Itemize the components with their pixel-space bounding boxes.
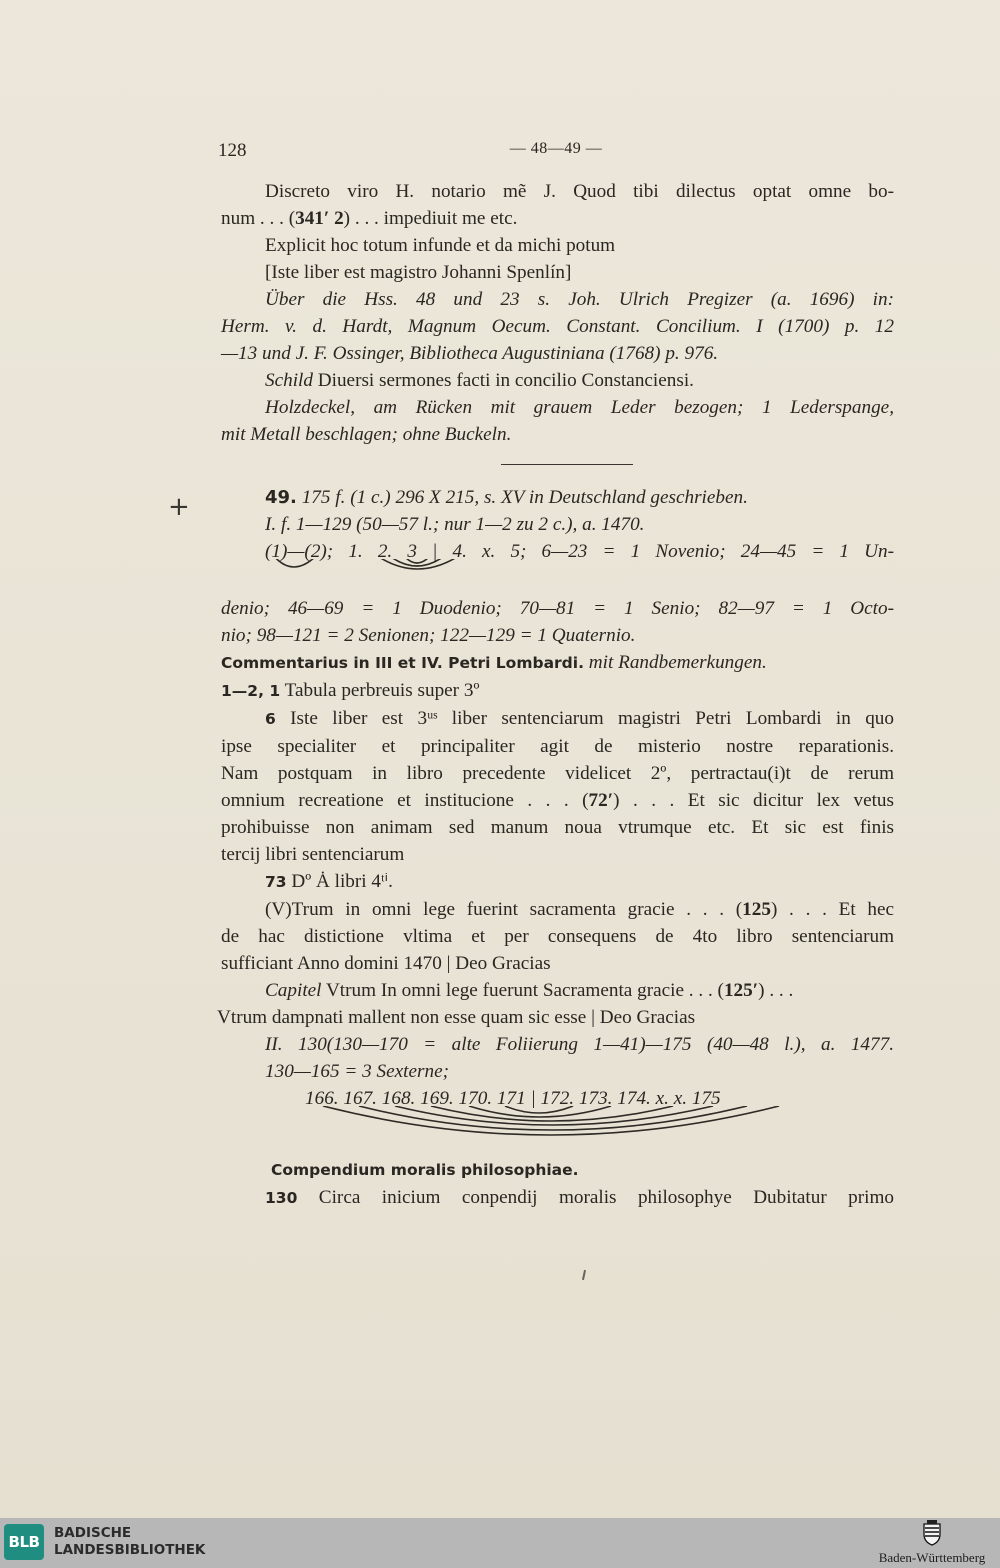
collation-line: 130—165 = 3 Sexterne;	[265, 1061, 449, 1082]
page-number: 128	[218, 140, 247, 161]
work-title: Commentarius in III et IV. Petri Lombardi. mit Randbemerkungen.	[221, 652, 767, 673]
collation-arcs	[221, 1112, 894, 1156]
body-text	[217, 178, 894, 1212]
text-line: Explicit hoc totum infunde et da michi potum	[265, 235, 616, 256]
text-line: II. 130(130—170 = alte Foliierung 1—41)—175 (40—48 l.), a. 1477.	[265, 1034, 894, 1055]
gathering-arcs-icon	[221, 1106, 821, 1158]
text-line: Holzdeckel, am Rücken mit grauem Leder bezogen; 1 Lederspange,	[265, 397, 894, 418]
text-line: Discreto viro H. notario mẽ J. Quod tibi dilectus optat omne bo-	[265, 181, 894, 202]
collation-arcs	[221, 565, 894, 595]
work-title: Compendium moralis philosophiae.	[271, 1161, 579, 1179]
manuscript-range: — 48—49 —	[509, 140, 603, 157]
gathering-arcs-icon	[221, 559, 521, 599]
text-line: num . . . (341′ 2) . . . impediuit me etc.	[221, 208, 518, 229]
text-line: sufficiant Anno domini 1470 | Deo Gracias	[221, 953, 551, 974]
crest-icon	[922, 1520, 942, 1546]
text-line: Herm. v. d. Hardt, Magnum Oecum. Constant. Concilium. I (1700) p. 12	[221, 316, 894, 337]
text-line: [Iste liber est magistro Johanni Spenlín]	[265, 262, 572, 283]
text-line: —13 und J. F. Ossinger, Bibliotheca Augustiniana (1768) p. 976.	[221, 343, 719, 364]
text-line: Vtrum dampnati mallent non esse quam sic esse | Deo Gracias	[217, 1007, 696, 1028]
collation-line: (1)—(2); 1. 2. 3 | 4. x. 5; 6—23 = 1 Novenio; 24—45 = 1 Un-	[265, 541, 894, 562]
state-name: Baden-Württemberg	[878, 1550, 986, 1565]
text-line: 130 Circa inicium conpendij moralis philosophye Dubitatur primo	[265, 1187, 894, 1208]
text-line: (V)Trum in omni lege fuerint sacramenta gracie . . . (125) . . . Et hec	[265, 899, 894, 920]
text-line: ipse specialiter et principaliter agit de misterio nostre reparationis.	[221, 736, 894, 757]
state-logo[interactable]	[868, 1520, 996, 1566]
text-line: mit Metall beschlagen; ohne Buckeln.	[221, 424, 512, 445]
text-line: Nam postquam in libro precedente videlicet 2º, pertractau(i)t de rerum	[221, 763, 894, 784]
text-line: Capitel Vtrum In omni lege fuerunt Sacramenta gracie . . . (125′) . . .	[265, 980, 794, 1001]
collation-line: nio; 98—121 = 2 Senionen; 122—129 = 1 Quaternio.	[221, 625, 636, 646]
text-line: 1—2, 1 Tabula perbreuis super 3º	[221, 680, 480, 701]
text-line: omnium recreatione et institucione . . . (72′) . . . Et sic dicitur lex vetus	[221, 790, 894, 811]
text-line: Schild Diuersi sermones facti in concilio Constanciensi.	[265, 370, 694, 391]
text-line: de hac distictione vltima et per consequens de 4to libro sentenciarum	[221, 926, 894, 947]
running-header	[218, 138, 894, 168]
entry-heading: 49. 175 f. (1 c.) 296 X 215, s. XV in Deutschland geschrieben.	[265, 487, 748, 508]
margin-mark: +	[168, 492, 190, 522]
collation-line: 166. 167. 168. 169. 170. 171 | 172. 173. 174. x. x. 175	[305, 1088, 721, 1109]
collation-line: denio; 46—69 = 1 Duodenio; 70—81 = 1 Senio; 82—97 = 1 Octo-	[221, 598, 894, 619]
section-divider	[221, 448, 894, 484]
blb-logo[interactable]: BLB	[4, 1524, 44, 1560]
text-line: 6 Iste liber est 3ᵘˢ liber sentenciarum magistri Petri Lombardi in quo	[265, 708, 894, 729]
text-line: 73 Dº Ȧ libri 4ᵗⁱ.	[265, 871, 393, 892]
library-name[interactable]: BADISCHE LANDESBIBLIOTHEK	[54, 1525, 206, 1558]
footer-bar	[0, 1518, 1000, 1568]
text-line: Über die Hss. 48 und 23 s. Joh. Ulrich Pregizer (a. 1696) in:	[265, 289, 894, 310]
text-line: tercij libri sentenciarum	[221, 844, 405, 865]
ink-mark	[582, 1270, 586, 1280]
text-line: prohibuisse non animam sed manum noua vtrumque etc. Et sic est finis	[221, 817, 894, 838]
text-line: I. f. 1—129 (50—57 l.; nur 1—2 zu 2 c.), a. 1470.	[265, 514, 645, 535]
